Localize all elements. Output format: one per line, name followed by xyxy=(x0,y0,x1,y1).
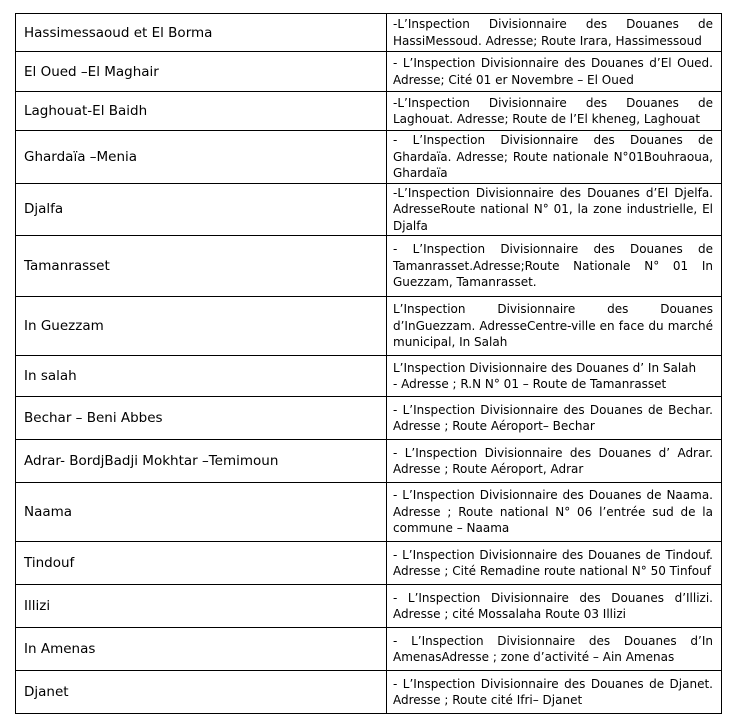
region-cell: Illizi xyxy=(16,585,387,628)
table-row xyxy=(16,356,722,397)
office-cell xyxy=(387,92,722,131)
region-cell: In Guezzam xyxy=(16,297,387,356)
table-row xyxy=(16,92,722,131)
office-text: - L’Inspection Divisionnaire des Douanes de Djanet. Adresse ; Route cité Ifri– Djanet xyxy=(393,676,713,707)
office-text: - L’Inspection Divisionnaire des Douanes de Bechar. Adresse ; Route Aéroport– Bechar xyxy=(393,402,713,433)
office-cell xyxy=(387,14,722,52)
region-cell: Naama xyxy=(16,483,387,542)
office-text: - L’Inspection Divisionnaire des Douanes de Tamanrasset.Adresse;Route Nationale N° 01 In Guezzam, Tamanrasset. xyxy=(393,242,713,290)
office-cell xyxy=(387,52,722,92)
region-cell: Tamanrasset xyxy=(16,236,387,297)
office-text: L’Inspection Divisionnaire des Douanes d’ In Salah xyxy=(393,360,697,375)
region-cell: El Oued –El Maghair xyxy=(16,52,387,92)
office-text: -L’Inspection Divisionnaire des Douanes d’El Djelfa. AdresseRoute national N° 01, la zone industrielle, El Djalfa xyxy=(393,185,713,233)
table-row xyxy=(16,542,722,585)
office-text: - L’Inspection Divisionnaire des Douanes d’El Oued. Adresse; Cité 01 er Novembre – El Oued xyxy=(393,56,713,87)
office-cell xyxy=(387,542,722,585)
region-cell: Tindouf xyxy=(16,542,387,585)
region-cell: Djanet xyxy=(16,671,387,714)
office-cell xyxy=(387,356,722,397)
office-text: - L’Inspection Divisionnaire des Douanes de Tindouf. Adresse ; Cité Remadine route national N° 50 Tinfouf xyxy=(393,547,713,578)
office-cell xyxy=(387,628,722,671)
office-text: - L’Inspection Divisionnaire des Douanes d’Illizi. Adresse ; cité Mossalaha Route 03 Illizi xyxy=(393,590,713,621)
table-row xyxy=(16,628,722,671)
table-body xyxy=(16,14,722,714)
table-row xyxy=(16,483,722,542)
office-text: - Adresse ; R.N N° 01 – Route de Tamanrasset xyxy=(393,377,667,391)
table-row xyxy=(16,440,722,483)
office-text: - L’Inspection Divisionnaire des Douanes d’ Adrar. Adresse ; Route Aéroport, Adrar xyxy=(393,445,713,476)
region-cell: Adrar- BordjBadji Mokhtar –Temimoun xyxy=(16,440,387,483)
table-row xyxy=(16,236,722,297)
region-cell: Laghouat-El Baidh xyxy=(16,92,387,131)
table-row xyxy=(16,52,722,92)
office-text: - L’Inspection Divisionnaire des Douanes de Ghardaïa. Adresse; Route nationale N°01Bouhraoua, Ghardaïa xyxy=(393,133,713,180)
customs-offices-table xyxy=(15,13,722,714)
office-cell xyxy=(387,297,722,356)
office-cell xyxy=(387,671,722,714)
region-cell: In salah xyxy=(16,356,387,397)
office-cell xyxy=(387,397,722,440)
region-cell: In Amenas xyxy=(16,628,387,671)
office-text: - L’Inspection Divisionnaire des Douanes de Naama. Adresse ; Route national N° 06 l’entrée sud de la commune – Naama xyxy=(393,488,713,536)
office-text: - L’Inspection Divisionnaire des Douanes d’In AmenasAdresse ; zone d’activité – Ain Amenas xyxy=(393,633,713,664)
office-cell xyxy=(387,585,722,628)
table-row xyxy=(16,297,722,356)
office-cell xyxy=(387,440,722,483)
region-cell: Ghardaïa –Menia xyxy=(16,131,387,184)
table-row xyxy=(16,397,722,440)
table-row xyxy=(16,671,722,714)
region-cell: Hassimessaoud et El Borma xyxy=(16,14,387,52)
office-cell xyxy=(387,483,722,542)
office-text: -L’Inspection Divisionnaire des Douanes de Laghouat. Adresse; Route de l’El kheneg, Laghouat xyxy=(393,95,713,126)
office-text: -L’Inspection Divisionnaire des Douanes de HassiMessoud. Adresse; Route Irara, Hassimessoud xyxy=(393,17,713,48)
office-cell xyxy=(387,236,722,297)
region-cell: Djalfa xyxy=(16,183,387,236)
table-row xyxy=(16,14,722,52)
region-cell: Bechar – Beni Abbes xyxy=(16,397,387,440)
office-cell xyxy=(387,183,722,236)
table-row xyxy=(16,585,722,628)
table-row xyxy=(16,183,722,236)
office-cell xyxy=(387,131,722,184)
table-row xyxy=(16,131,722,184)
office-text: L’Inspection Divisionnaire des Douanes d’InGuezzam. AdresseCentre-ville en face du marché municipal, In Salah xyxy=(393,302,713,350)
